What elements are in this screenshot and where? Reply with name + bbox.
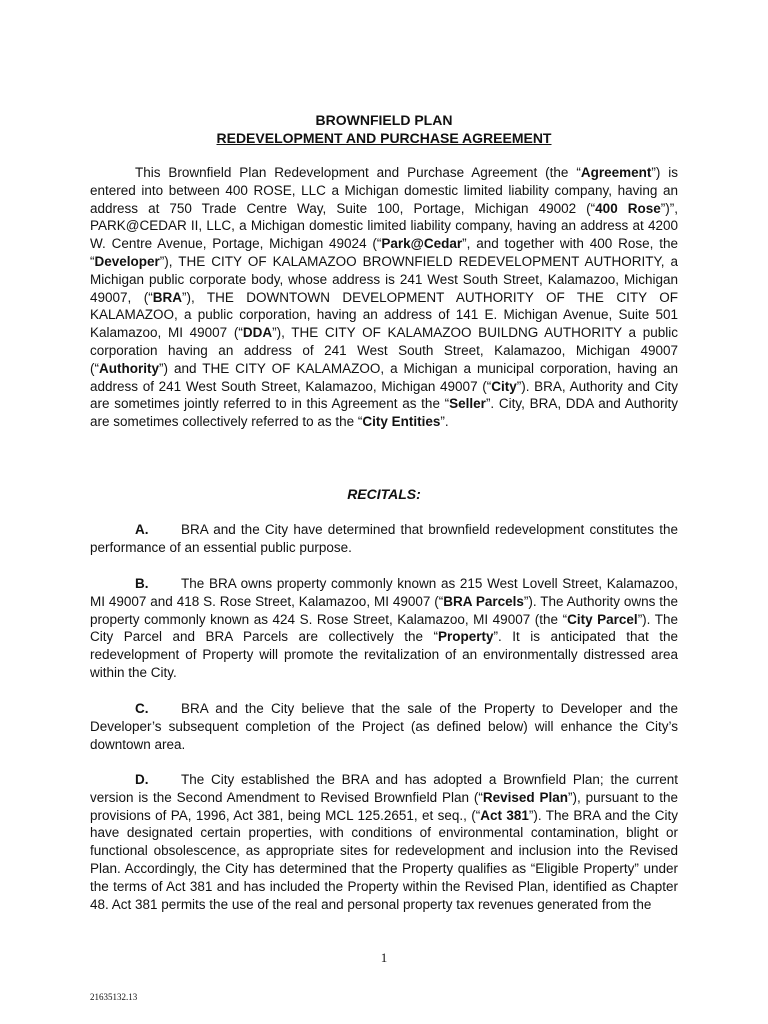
recitals-heading: RECITALS:	[347, 486, 421, 502]
intro-text: This Brownfield Plan Redevelopment and Purchase Agreement (the “	[135, 165, 581, 180]
intro-paragraph	[90, 164, 678, 431]
recital-text: ”). The Authority owns the property commonly known as 424 S. Rose Street, Kalamazoo, MI 49007 (the “	[90, 593, 678, 627]
intro-text: ”), THE CITY OF KALAMAZOO BUILDNG AUTHORITY a public corporation having an address of 241 West South Street, Kalamazoo, Michigan 49007 (“	[90, 325, 678, 376]
intro-text: ”), THE CITY OF KALAMAZOO BROWNFIELD REDEVELOPMENT AUTHORITY, a Michigan public corporate body, whose address is 241 West South Street, Kalamazoo, Michigan 49007, (“	[90, 253, 678, 305]
recital-text: ”). The City Parcel and BRA Parcels are collectively the “	[90, 611, 678, 645]
defined-term: 400 Rose	[595, 200, 661, 216]
document-title	[0, 111, 768, 147]
document-id: 21635132.13	[90, 992, 138, 1002]
intro-text: ”)”, PARK@CEDAR II, LLC, a Michigan domestic limited liability company, having an address at 4200 W. Centre Avenue, Portage, Michigan 49024 (“	[90, 200, 678, 252]
intro-text: ”.	[440, 414, 449, 430]
defined-term: BRA Parcels	[443, 593, 524, 609]
recital-text: ”. It is anticipated that the redevelopment of Property will promote the revitalization of an environmentally distressed area within the City.	[90, 629, 678, 680]
defined-term: City Entities	[362, 414, 441, 430]
recital-text: The BRA owns property commonly known as 215 West Lovell Street, Kalamazoo, MI 49007 and 418 S. Rose Street, Kalamazoo, MI 49007 (“	[90, 576, 678, 609]
recital-text: BRA and the City believe that the sale of the Property to Developer and the Developer’s subsequent completion of the Project (as defined below) will enhance the City’s downtown area.	[90, 701, 678, 752]
recital-c	[90, 700, 678, 753]
defined-term: Act 381	[480, 807, 529, 823]
title-line-1: BROWNFIELD PLAN	[315, 112, 453, 128]
intro-text: ”), THE DOWNTOWN DEVELOPMENT AUTHORITY OF THE CITY OF KALAMAZOO, a public corporation, having an address of 141 E. Michigan Avenue, Suite 501 Kalamazoo, MI 49007 (“	[90, 289, 678, 341]
recital-a	[90, 521, 678, 557]
recital-letter: C.	[135, 701, 149, 716]
title-line-2: REDEVELOPMENT AND PURCHASE AGREEMENT	[216, 130, 552, 146]
defined-term: Agreement	[580, 165, 652, 180]
intro-text: ”. City, BRA, DDA and Authority are sometimes collectively referred to as the “	[90, 396, 679, 430]
recital-d	[90, 771, 678, 913]
recital-text: The City established the BRA and has adopted a Brownfield Plan; the current version is the Second Amendment to Revised Brownfield Plan (“	[90, 772, 678, 805]
defined-term: DDA	[242, 325, 273, 341]
intro-text: ”) is entered into between 400 ROSE, LLC a Michigan domestic limited liability company, having an address at 750 Trade Centre Way, Suite 100, Portage, Michigan 49002 (“	[90, 165, 678, 216]
defined-term: Seller	[449, 396, 486, 412]
defined-term: Property	[437, 629, 494, 645]
intro-text: ”). BRA, Authority and City are sometimes jointly referred to in this Agreement as the “	[90, 378, 678, 412]
defined-term: BRA	[152, 289, 182, 305]
defined-term: City	[491, 378, 517, 394]
intro-text: ”, and together with 400 Rose, the “	[90, 236, 678, 269]
defined-term: Revised Plan	[482, 789, 569, 805]
recital-text: ”). The BRA and the City have designated certain properties, with conditions of environmental contamination, blight or functional obsolescence, as appropriate sites for redevelopment and inclusion into the Revised Plan. Accordingly, the City has determined that the Property qualifies as “Eligible Property” under the terms of Act 381 and has included the Property within the Revised Plan, identified as Chapter 48. Act 381 permits the use of the real and personal property tax revenues generated from the	[90, 807, 678, 912]
recital-letter: A.	[135, 522, 149, 537]
recital-text: BRA and the City have determined that brownfield redevelopment constitutes the performance of an essential public purpose.	[90, 522, 678, 555]
defined-term: Authority	[99, 360, 159, 376]
intro-text: ”) and THE CITY OF KALAMAZOO, a Michigan a municipal corporation, having an address of 241 West South Street, Kalamazoo, Michigan 49007 (“	[90, 360, 678, 394]
defined-term: Park@Cedar	[381, 236, 463, 252]
page-number: 1	[380, 950, 388, 965]
defined-term: City Parcel	[567, 611, 638, 627]
recital-b	[90, 575, 678, 682]
recital-letter: B.	[135, 576, 149, 591]
recital-text: ”), pursuant to the provisions of PA, 1996, Act 381, being MCL 125.2651, et seq., (“	[90, 789, 678, 823]
defined-term: Developer	[94, 253, 160, 269]
recital-letter: D.	[135, 772, 149, 787]
